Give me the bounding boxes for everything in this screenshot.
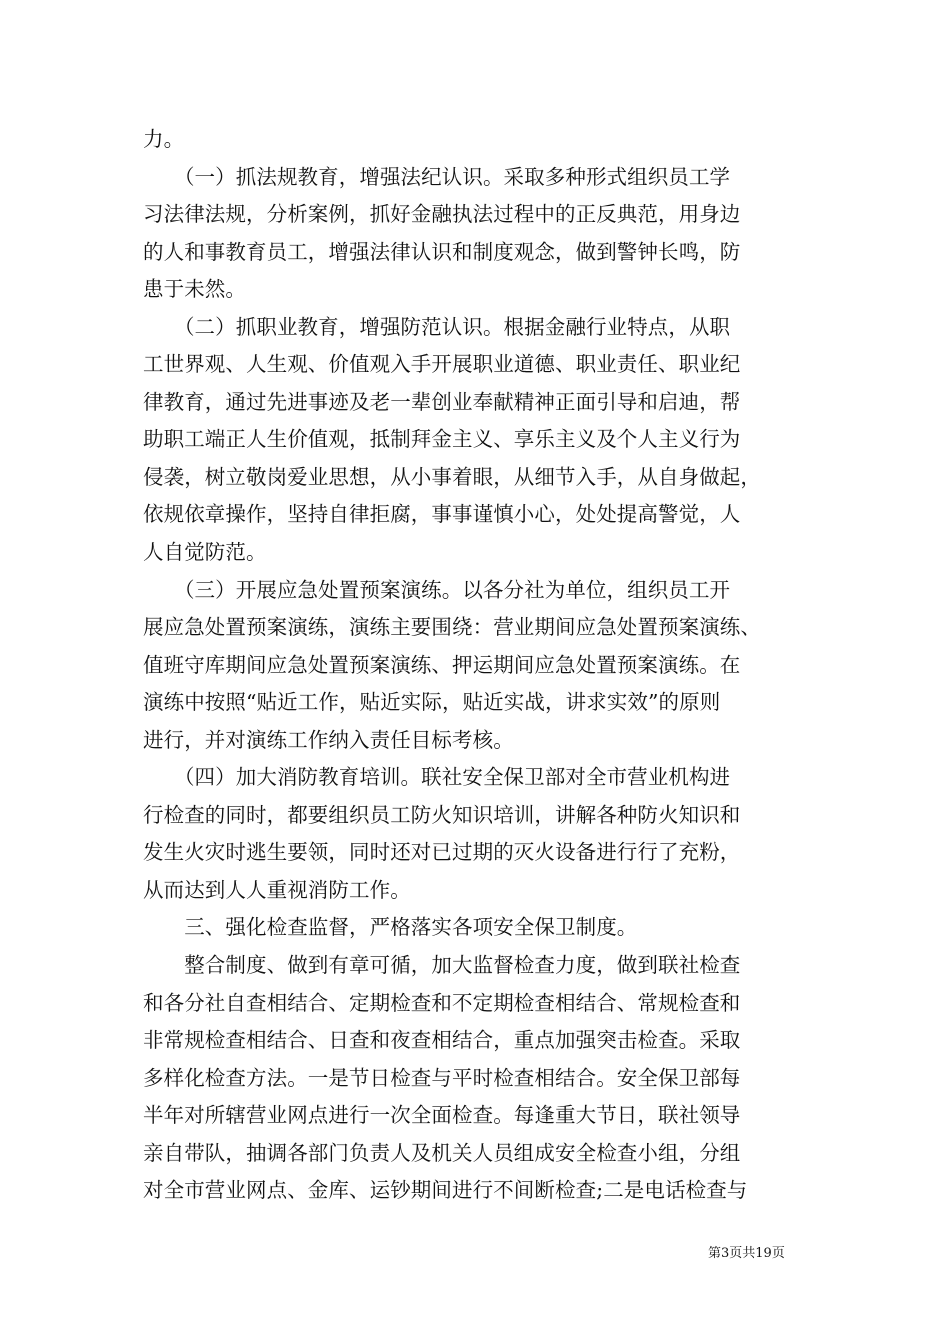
text-line: 依规依章操作，坚持自律拒腐，事事谨慎小心，处处提高警觉，人 bbox=[143, 502, 741, 527]
text-line: 助职工端正人生价值观，抵制拜金主义、享乐主义及个人主义行为 bbox=[143, 427, 741, 452]
text-line: 人自觉防范。 bbox=[143, 540, 267, 565]
text-line: 演练中按照“贴近工作，贴近实际，贴近实战，讲求实效”的原则 bbox=[143, 690, 721, 715]
text-line: （二）抓职业教育，增强防范认识。根据金融行业特点，从职 bbox=[143, 314, 731, 339]
text-line: 亲自带队，抽调各部门负责人及机关人员组成安全检查小组，分组 bbox=[143, 1140, 741, 1165]
text-line: 非常规检查相结合、日查和夜查相结合，重点加强突击检查。采取 bbox=[143, 1028, 741, 1053]
text-line: 的人和事教育员工，增强法律认识和制度观念，做到警钟长鸣，防 bbox=[143, 239, 741, 264]
text-line: 侵袭，树立敬岗爱业思想，从小事着眼，从细节入手，从自身做起， bbox=[143, 464, 761, 489]
page-number: 第3页共19页 bbox=[708, 1246, 785, 1261]
text-line: 行检查的同时，都要组织员工防火知识培训，讲解各种防火知识和 bbox=[143, 802, 741, 827]
text-line: 发生火灾时逃生要领，同时还对已过期的灭火设备进行行了充粉， bbox=[143, 840, 741, 865]
text-line: （一）抓法规教育，增强法纪认识。采取多种形式组织员工学 bbox=[143, 164, 731, 189]
text-line: 力。 bbox=[143, 127, 185, 151]
text-line: 值班守库期间应急处置预案演练、押运期间应急处置预案演练。在 bbox=[143, 652, 741, 677]
document-body bbox=[143, 121, 823, 1210]
text-line: 三、强化检查监督，严格落实各项安全保卫制度。 bbox=[143, 915, 638, 940]
text-line: 患于未然。 bbox=[143, 277, 246, 302]
text-line: （四）加大消防教育培训。联社安全保卫部对全市营业机构进 bbox=[143, 765, 731, 790]
text-line: 工世界观、人生观、价值观入手开展职业道德、职业责任、职业纪 bbox=[143, 352, 741, 377]
text-line: 多样化检查方法。一是节日检查与平时检查相结合。安全保卫部每 bbox=[143, 1065, 741, 1090]
text-line: 和各分社自查相结合、定期检查和不定期检查相结合、常规检查和 bbox=[143, 990, 741, 1015]
text-line: 律教育，通过先进事迹及老一辈创业奉献精神正面引导和启迪，帮 bbox=[143, 389, 741, 414]
text-line: （三）开展应急处置预案演练。以各分社为单位，组织员工开 bbox=[143, 577, 731, 602]
text-line: 对全市营业网点、金库、运钞期间进行不间断检查;二是电话检查与 bbox=[143, 1178, 748, 1203]
text-line: 整合制度、做到有章可循，加大监督检查力度，做到联社检查 bbox=[143, 953, 741, 978]
text-line: 进行，并对演练工作纳入责任目标考核。 bbox=[143, 727, 514, 752]
text-line: 习法律法规，分析案例，抓好金融执法过程中的正反典范，用身边 bbox=[143, 202, 741, 227]
text-line: 从而达到人人重视消防工作。 bbox=[143, 877, 411, 902]
text-line: 半年对所辖营业网点进行一次全面检查。每逢重大节日，联社领导 bbox=[143, 1103, 741, 1128]
text-line: 展应急处置预案演练，演练主要围绕：营业期间应急处置预案演练、 bbox=[143, 615, 761, 640]
